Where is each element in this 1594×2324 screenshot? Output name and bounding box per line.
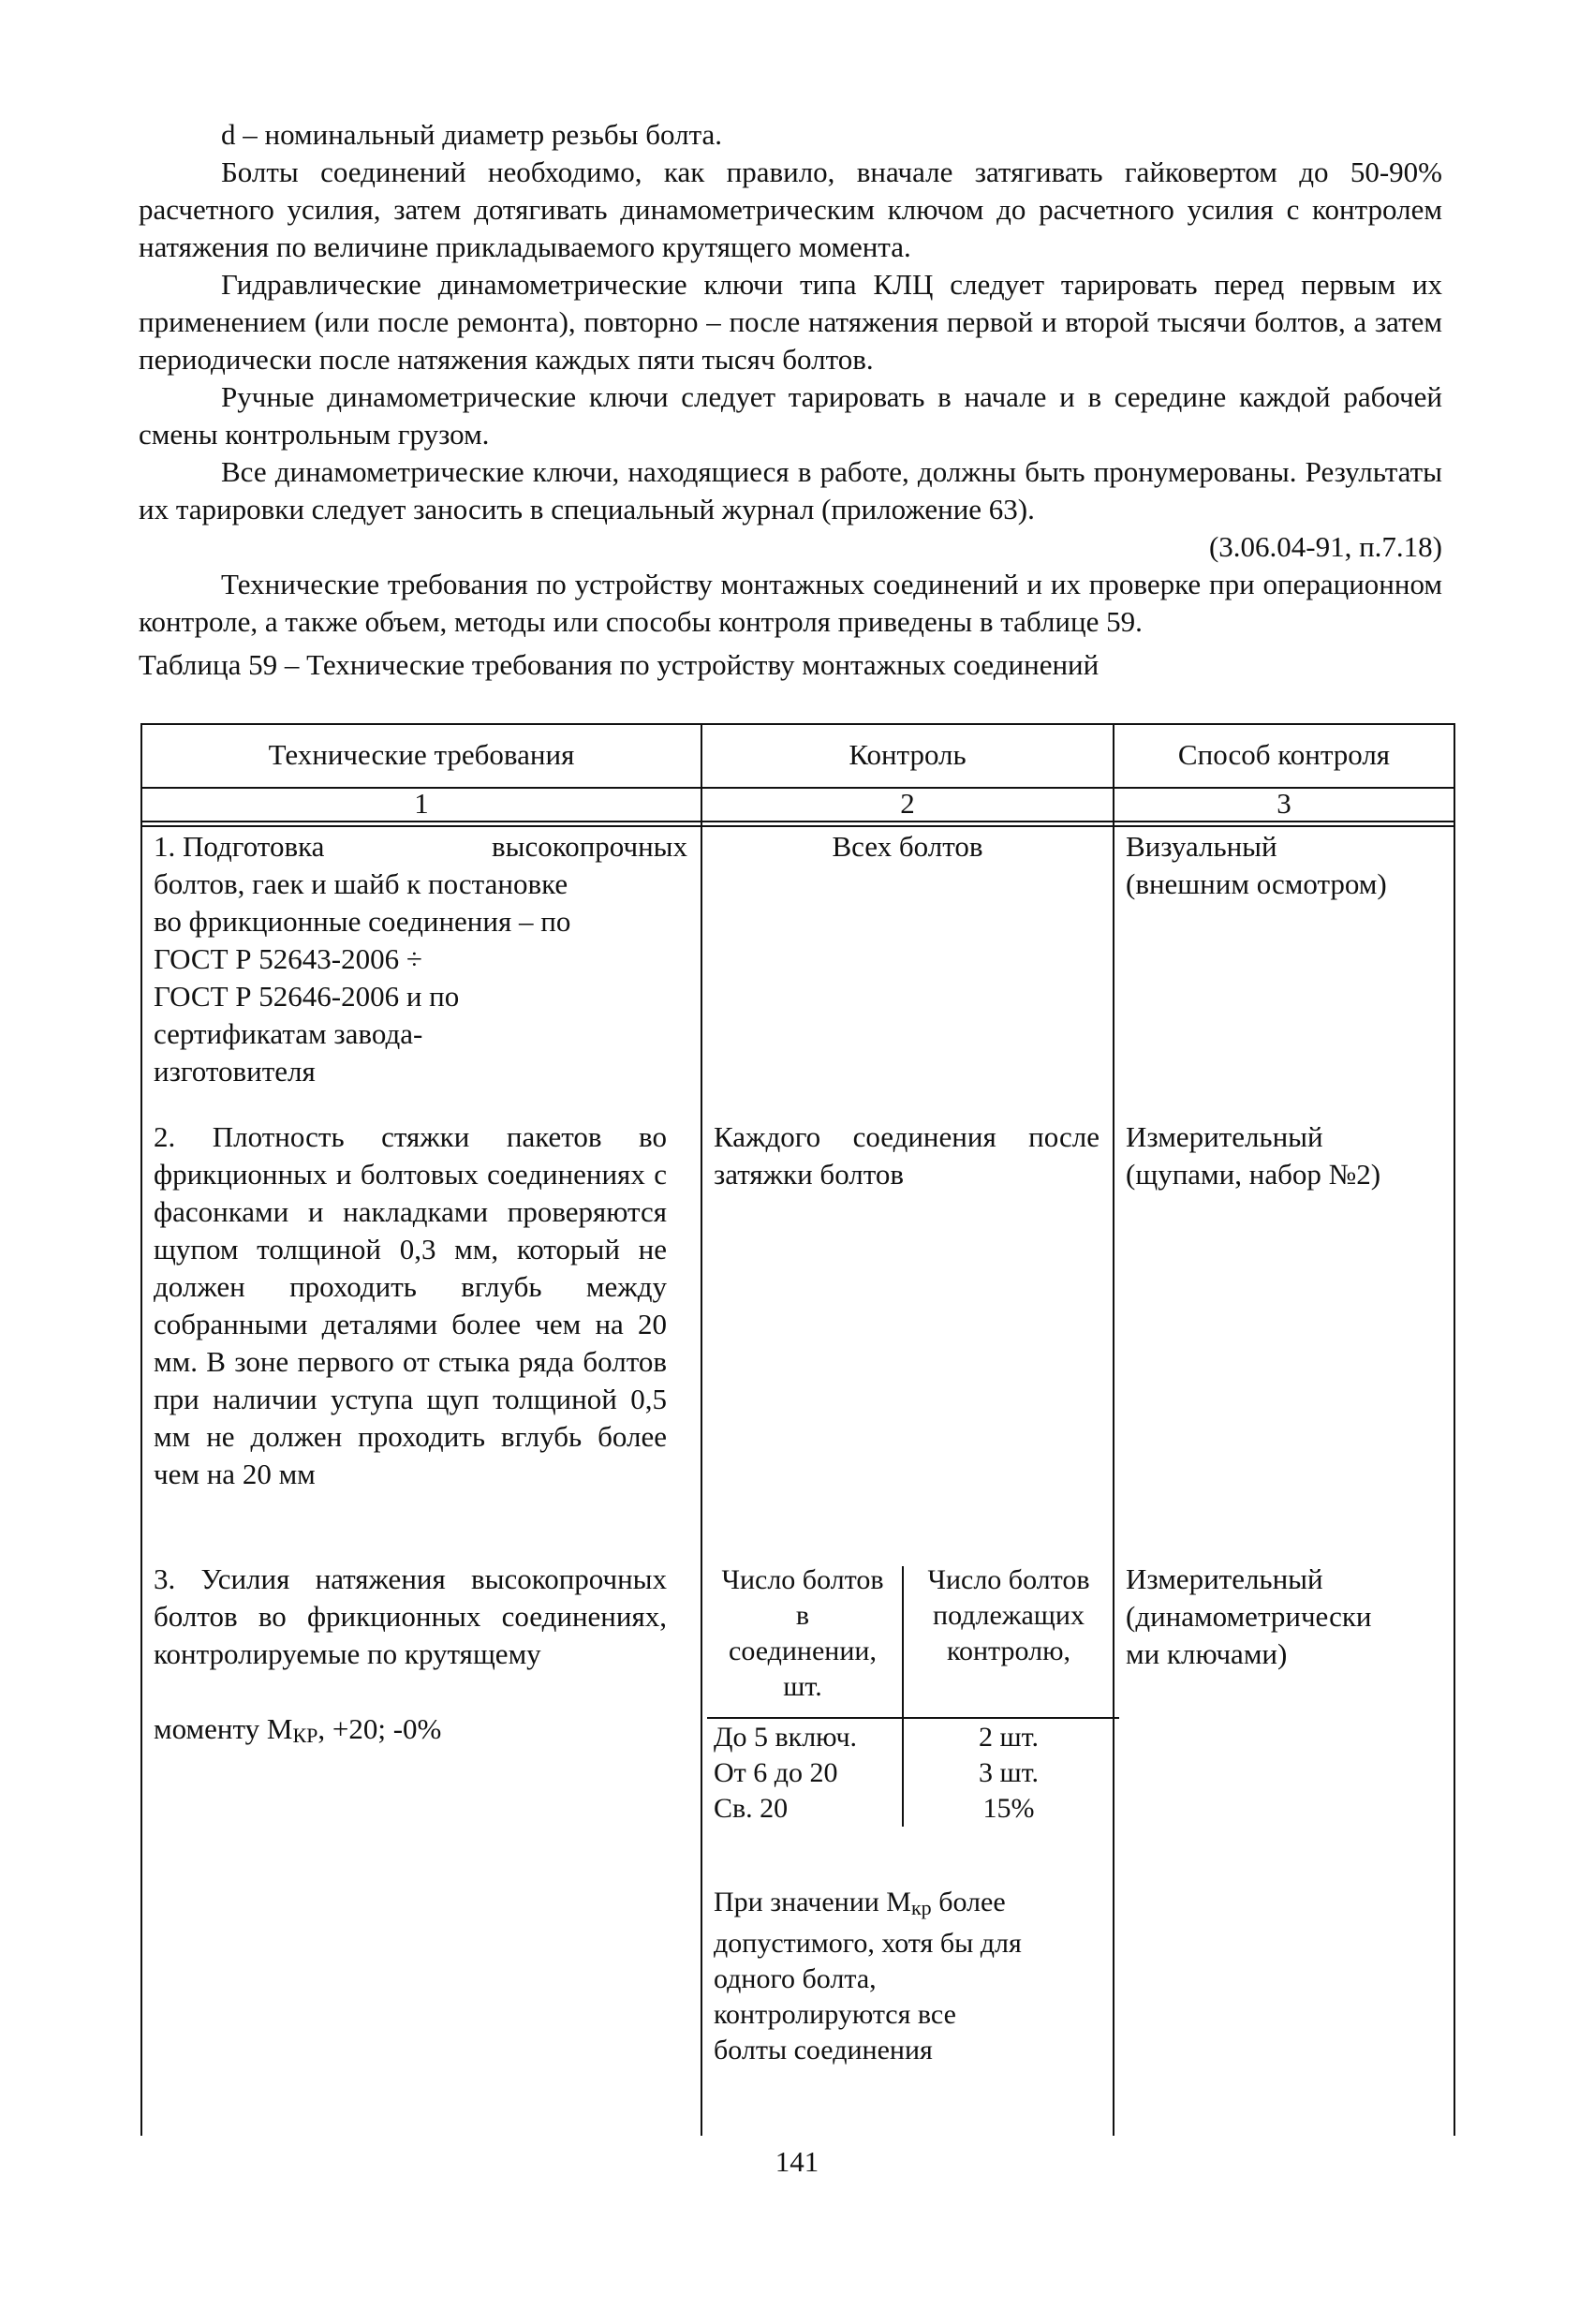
subtable-row-3-control: 15% xyxy=(982,1793,1035,1824)
row-3-method-line-1: Измерительный xyxy=(1126,1562,1323,1595)
row-3-method-line-3: ми ключами) xyxy=(1126,1637,1288,1670)
header-requirements: Технические требования xyxy=(268,738,575,771)
header-method: Способ контроля xyxy=(1177,738,1391,771)
note-line-2: допустимого, хотя бы для xyxy=(714,1928,1022,1959)
row-1-line-2: болтов, гаек и шайб к постановке xyxy=(154,867,568,900)
table-border-left xyxy=(140,723,142,2136)
row-3-requirement-last-line: моменту МКР, +20; -0% xyxy=(154,1712,442,1747)
row-3-method xyxy=(1126,1561,1450,1673)
row-2-method-line-2: (щупами, набор №2) xyxy=(1126,1158,1381,1191)
table-border-right xyxy=(1454,723,1455,2136)
subtable-row-1-bolts: До 5 включ. xyxy=(714,1722,858,1753)
row-2-requirement: 2. Плотность стяжки пакетов во фрикционных и болтовых соединениях с фасонками и накладками проверяются щупом толщиной 0,3 мм, который не должен проходить вглубь между собранными деталями более чем на 20 мм. В зоне первого от стыка ряда болтов при наличии уступа щуп толщиной 0,5 мм не должен проходить вглубь более чем на 20 мм xyxy=(154,1120,667,1490)
header-control: Контроль xyxy=(849,738,967,771)
row-1-line-3: во фрикционные соединения – по xyxy=(154,905,571,938)
note-line-4: контролируются все xyxy=(714,1999,956,2030)
row-1-line-6: сертификатам завода- xyxy=(154,1017,423,1050)
page-number: 141 xyxy=(775,2145,819,2178)
column-number-1: 1 xyxy=(414,787,429,820)
row-2-method-line-1: Измерительный xyxy=(1126,1120,1323,1153)
table-column-divider-1 xyxy=(701,723,702,2136)
subtable-bolts-column xyxy=(714,1720,901,1827)
row-1-line-7: изготовителя xyxy=(154,1055,316,1088)
table-number-divider-2 xyxy=(140,825,1455,827)
row-3-control-note xyxy=(714,1885,1107,2068)
row-3-method-line-2: (динамометрически xyxy=(1126,1600,1372,1633)
reference-note: (3.06.04-91, п.7.18) xyxy=(1208,530,1442,563)
paragraph-3: Гидравлические динамометрические ключи типа КЛЦ следует тарировать перед первым их применением (или после ремонта), повторно – после натяжения первой и второй тысячи болтов, а затем периодически после натяжения каждых пяти тысяч болтов. xyxy=(139,268,1442,376)
table-border-top xyxy=(140,723,1455,725)
subtable-row-2-control: 3 шт. xyxy=(979,1757,1039,1788)
subtable-control-column xyxy=(905,1720,1113,1827)
subtable-divider xyxy=(707,1717,1119,1719)
row-1-line-4: ГОСТ Р 52643-2006 ÷ xyxy=(154,942,422,975)
row-1-method-line-2: (внешним осмотром) xyxy=(1126,867,1387,900)
column-number-3: 3 xyxy=(1277,787,1291,820)
subtable-column-divider xyxy=(902,1566,904,1827)
row-1-requirement-lines xyxy=(154,828,687,1090)
subtable-row-1-control: 2 шт. xyxy=(979,1722,1039,1753)
row-3-requirement: 3. Усилия натяжения высокопрочных болтов во фрикционных соединениях, контролируемые по крутящему xyxy=(154,1562,667,1670)
table-caption: Таблица 59 – Технические требования по устройству монтажных соединений xyxy=(139,648,1100,681)
row-1-method xyxy=(1126,828,1450,903)
paragraph-2: Болты соединений необходимо, как правило, вначале затягивать гайковертом до 50-90% расчетного усилия, затем дотягивать динамометрическим ключом до расчетного усилия с контролем натяжения по величине прикладываемого крутящего момента. xyxy=(139,155,1442,263)
note-line-5: болты соединения xyxy=(714,2035,933,2065)
subtable-header-bolts: Число болтов в соединении, шт. xyxy=(721,1564,884,1702)
subtable-row-3-bolts: Св. 20 xyxy=(714,1793,789,1824)
row-2-control: Каждого соединения после затяжки болтов xyxy=(714,1120,1100,1191)
paragraph-4: Ручные динамометрические ключи следует тарировать в начале и в середине каждой рабочей смены контрольным грузом. xyxy=(139,380,1442,451)
subtable-header-controlled: Число болтов подлежащих контролю, xyxy=(927,1564,1090,1666)
row-1-control: Всех болтов xyxy=(832,830,983,863)
paragraph-6: Технические требования по устройству монтажных соединений и их проверке при операционном контроле, а также объем, методы или способы контроля приведены в таблице 59. xyxy=(139,568,1442,638)
column-number-2: 2 xyxy=(900,787,915,820)
subtable-row-2-bolts: От 6 до 20 xyxy=(714,1757,838,1788)
note-line-3: одного болта, xyxy=(714,1963,877,1994)
row-2-method xyxy=(1126,1118,1450,1193)
table-column-divider-2 xyxy=(1113,723,1114,2136)
row-1-line-5: ГОСТ Р 52646-2006 и по xyxy=(154,980,460,1013)
note-line-1: При значении Мкр более xyxy=(714,1887,1006,1919)
paragraph-5: Все динамометрические ключи, находящиеся в работе, должны быть пронумерованы. Результаты их тарировки следует заносить в специальный журнал (приложение 63). xyxy=(139,455,1442,525)
paragraph-1: d – номинальный диаметр резьбы болта. xyxy=(221,118,723,151)
row-1-method-line-1: Визуальный xyxy=(1126,830,1277,863)
row-1-line-1: 1. Подготовка высокопрочных xyxy=(154,830,687,863)
